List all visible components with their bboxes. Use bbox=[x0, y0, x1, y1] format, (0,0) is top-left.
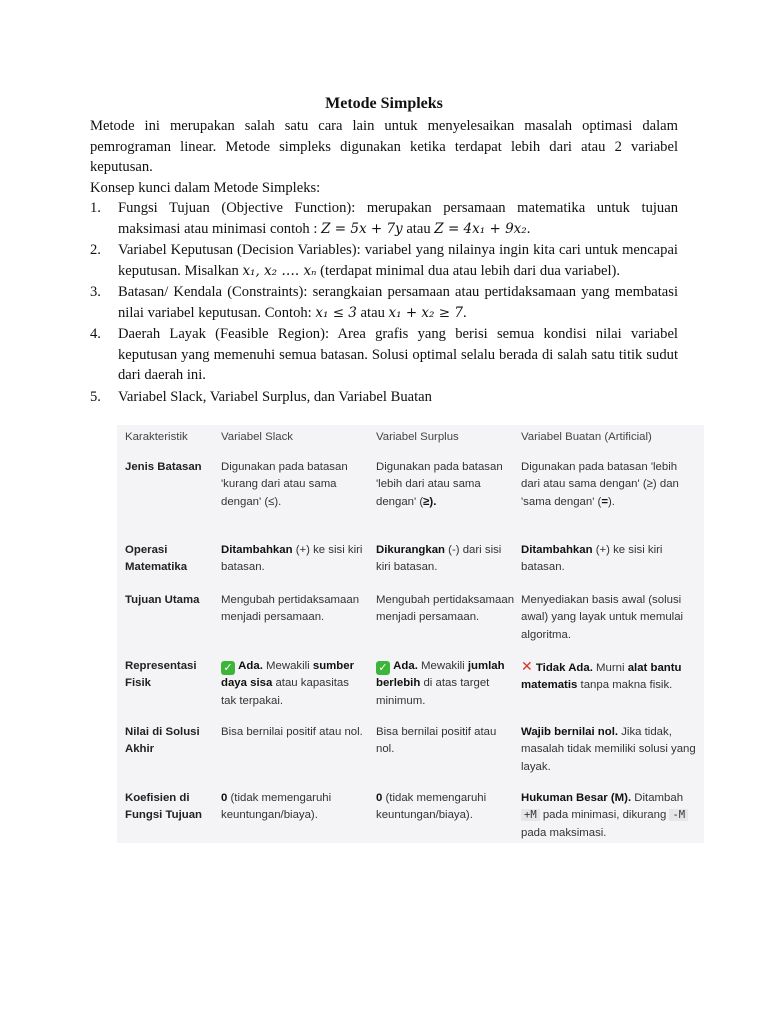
concept-list bbox=[90, 198, 678, 407]
list-item: 3. Batasan/ Kendala (Constraints): serangkaian persamaan atau pertidaksamaan yang membatasi nilai variabel keputusan. Contoh: x₁ ≤ 3 atau x₁ + x₂ ≥ 7. bbox=[90, 284, 678, 321]
header-buatan: Variabel Buatan (Artificial) bbox=[521, 431, 652, 443]
intro-paragraph: Metode ini merupakan salah satu cara lain untuk menyelesaikan masalah optimasi dalam pemrograman linear. Metode simpleks digunakan ketika terdapat lebih dari atau 2 variabel keputusan. bbox=[90, 118, 678, 175]
check-icon: ✓ bbox=[376, 661, 390, 675]
check-icon: ✓ bbox=[221, 661, 235, 675]
header-karakteristik: Karakteristik bbox=[125, 431, 188, 443]
document-body bbox=[90, 92, 678, 408]
comparison-table: Karakteristik Variabel Slack Variabel Surplus Variabel Buatan (Artificial) Jenis Batasan Digunakan pada batasan 'kurang dari atau sama dengan' (≤). Digunakan pada batasan 'lebih dari atau sama dengan' (≥). Digunakan pada batasan 'lebih dari atau sama dengan' (≥) dan 'sama dengan' (=). Operasi Matematika Ditambahkan (+) ke sisi kiri batasan. Dikurangkan (-) dari sisi kiri batasan. Ditambahkan (+) ke sisi kiri batasan. Tujuan Utama Mengubah pertidaksamaan menjadi persamaan. Mengubah pertidaksamaan menjadi persamaan. Menyediakan basis awal (solusi awal) yang layak untuk memulai algoritma. Representasi Fisik ✓ Ada. Mewakili sumber daya sisa atau kapasitas tak terpakai. ✓ Ada. Mewakili jumlah berlebih di atas target minimum. ✕ Tidak Ada. Murni alat bantu matematis tanpa makna fisik. Nilai di Solusi Akhir Bisa bernilai positif atau nol. Bisa bernilai positif atau nol. Wajib bernilai nol. Jika tidak, masalah tidak memiliki solusi yang layak. Koefisien di Fungsi Tujuan 0 (tidak memengaruhi keuntungan/biaya). 0 (tidak memengaruhi keuntungan/biaya). Hukuman Besar (M). Ditambah +M pada minimasi, dikurang -M pada maksimasi. bbox=[117, 425, 704, 843]
header-surplus: Variabel Surplus bbox=[376, 431, 459, 443]
list-item: 1. Fungsi Tujuan (Objective Function): merupakan persamaan matematika untuk tujuan maksimasi atau minimasi contoh : Z = 5x + 7y atau Z = 4x₁ + 9x₂. bbox=[90, 200, 678, 237]
cross-icon: ✕ bbox=[521, 658, 533, 674]
header-slack: Variabel Slack bbox=[221, 431, 293, 443]
concept-heading: Konsep kunci dalam Metode Simpleks: bbox=[90, 179, 321, 196]
list-item: 4. Daerah Layak (Feasible Region): Area grafis yang berisi semua kondisi nilai variabel keputusan yang memenuhi semua batasan. Solusi optimal selalu berada di salah satu titik sudut dari daerah ini. bbox=[90, 326, 678, 383]
list-item: 5. Variabel Slack, Variabel Surplus, dan Variabel Buatan bbox=[90, 388, 432, 405]
page-title: Metode Simpleks bbox=[325, 95, 443, 112]
list-item: 2. Variabel Keputusan (Decision Variables): variabel yang nilainya ingin kita cari untuk mencapai keputusan. Misalkan x₁, x₂ …. xₙ (terdapat minimal dua atau lebih dari dua variabel). bbox=[90, 242, 678, 279]
table-header bbox=[117, 425, 704, 453]
